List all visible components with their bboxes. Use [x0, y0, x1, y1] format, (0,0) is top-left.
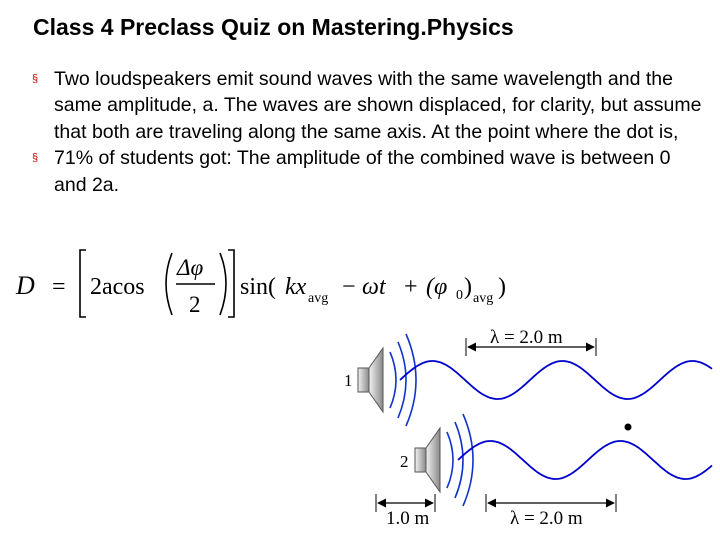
speaker-2-magnet: [415, 448, 426, 472]
wave-1: [400, 361, 712, 399]
equation-delta-phi: Δφ: [177, 255, 204, 280]
equation-kx: kx: [285, 274, 307, 300]
slide-title: Class 4 Preclass Quiz on Mastering.Physics: [33, 14, 514, 40]
speaker-2-label: 2: [400, 452, 409, 471]
equation-end-paren: ): [498, 274, 506, 300]
equation-phi0: (φ: [426, 274, 448, 300]
bullet-marker-icon: §: [32, 73, 39, 85]
speaker-1-magnet: [358, 368, 369, 392]
equation-avg-sub-1: avg: [308, 291, 329, 306]
equation-denominator: 2: [189, 292, 201, 317]
bullet-marker-icon: §: [32, 152, 39, 165]
bullet-text: Two loudspeakers emit sound waves with the same wavelength and the same amplitude, a. The waves are shown displaced, for clarity, but assume that both are traveling along the same axis. At the point where the dot is,: [54, 68, 702, 143]
sound-arc: [390, 352, 396, 408]
equation-avg-sub-2: avg: [473, 291, 494, 306]
observation-point-dot: [625, 424, 632, 431]
equation-equals: =: [52, 274, 66, 300]
equation-minus: −: [342, 274, 356, 300]
equation-close-paren: ): [464, 274, 472, 300]
wavelength-label-bottom: λ = 2.0 m: [510, 508, 583, 529]
speaker-2-icon: [426, 428, 440, 492]
sound-arc: [398, 342, 406, 418]
speaker-1-label: 1: [344, 371, 353, 390]
equation-sin: sin(: [240, 274, 276, 300]
wave-2: [458, 441, 712, 479]
speaker-1-icon: [369, 348, 383, 412]
equation-2acos: 2acos: [90, 274, 145, 300]
equation-sub-0: 0: [456, 288, 463, 303]
equation-plus: +: [404, 274, 418, 300]
sound-arc: [447, 432, 453, 488]
bullet-text: 71% of students got: The amplitude of the combined wave is between 0 and 2a.: [54, 147, 671, 196]
wavelength-label-top: λ = 2.0 m: [490, 327, 563, 348]
sound-arc: [406, 334, 416, 426]
equation-lhs: D: [16, 271, 35, 300]
equation-omega-t: ωt: [362, 274, 386, 300]
sound-arc: [463, 414, 473, 506]
offset-label: 1.0 m: [386, 508, 430, 529]
